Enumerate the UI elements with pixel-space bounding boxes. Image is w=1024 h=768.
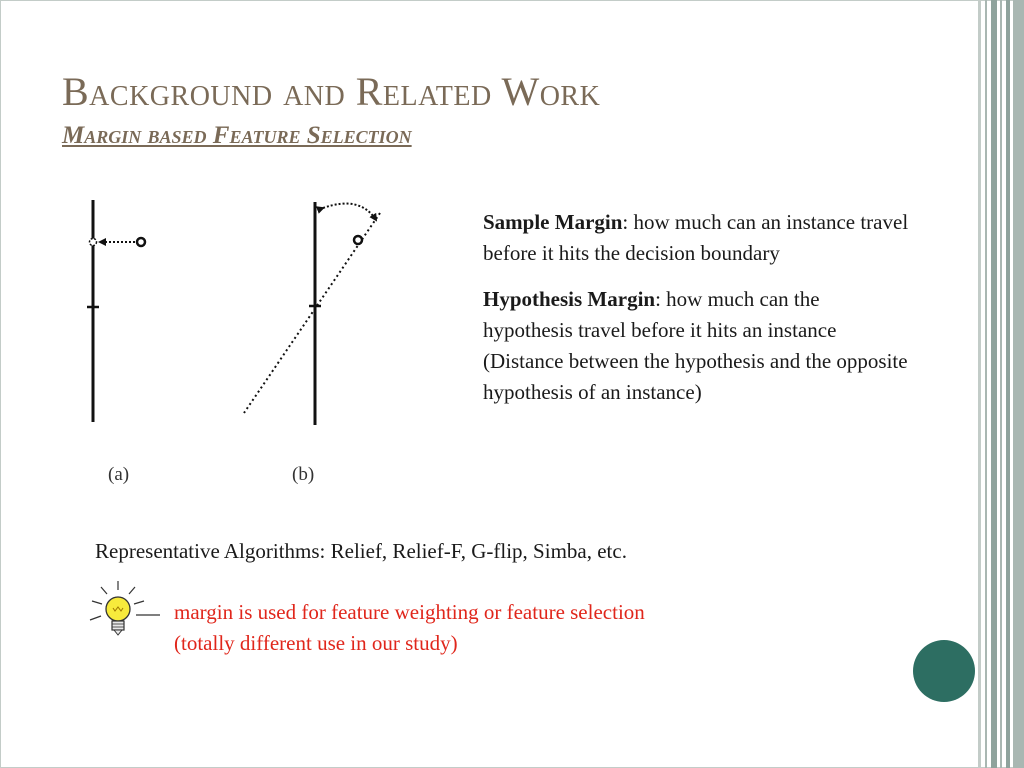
edge-stripe bbox=[1000, 0, 1002, 768]
definition-term: Hypothesis Margin bbox=[483, 287, 656, 311]
projected-instance-a bbox=[90, 239, 97, 246]
instance-b bbox=[354, 236, 362, 244]
label-a: (a) bbox=[108, 464, 130, 485]
instance-a bbox=[137, 238, 145, 246]
definitions bbox=[483, 207, 913, 423]
note-line-1: margin is used for feature weighting or feature selection bbox=[174, 600, 645, 624]
note-line-2: (totally different use in our study) bbox=[174, 631, 458, 655]
accent-circle bbox=[913, 640, 975, 702]
edge-stripe bbox=[1013, 0, 1024, 768]
slide-title: Background and Related Work bbox=[62, 69, 601, 114]
representative-algorithms: Representative Algorithms: Relief, Relief-F, G-flip, Simba, etc. bbox=[95, 539, 627, 563]
definition-sample-margin bbox=[483, 207, 913, 269]
definition-text: : how much can the hypothesis travel before it hits an instance (Distance between the hypothesis and the opposite hypothesis of an instance) bbox=[483, 287, 908, 404]
hypothesis-margin-arc bbox=[323, 204, 376, 220]
definition-text: : how much can an instance travel before it hits the decision boundary bbox=[483, 210, 909, 265]
diagram-a bbox=[87, 200, 145, 485]
margin-diagram bbox=[60, 190, 420, 500]
edge-stripe bbox=[985, 0, 987, 768]
label-b: (b) bbox=[292, 464, 315, 485]
definition-hypothesis-margin bbox=[483, 284, 913, 408]
definition-term: Sample Margin bbox=[483, 210, 623, 234]
edge-stripe bbox=[1006, 0, 1010, 768]
lightbulb-icon bbox=[85, 578, 165, 648]
diagram-b bbox=[244, 202, 380, 485]
slide-subtitle: Margin based Feature Selection bbox=[62, 122, 412, 149]
edge-stripe bbox=[991, 0, 997, 768]
margin-note bbox=[174, 597, 645, 659]
edge-stripe bbox=[978, 0, 981, 768]
